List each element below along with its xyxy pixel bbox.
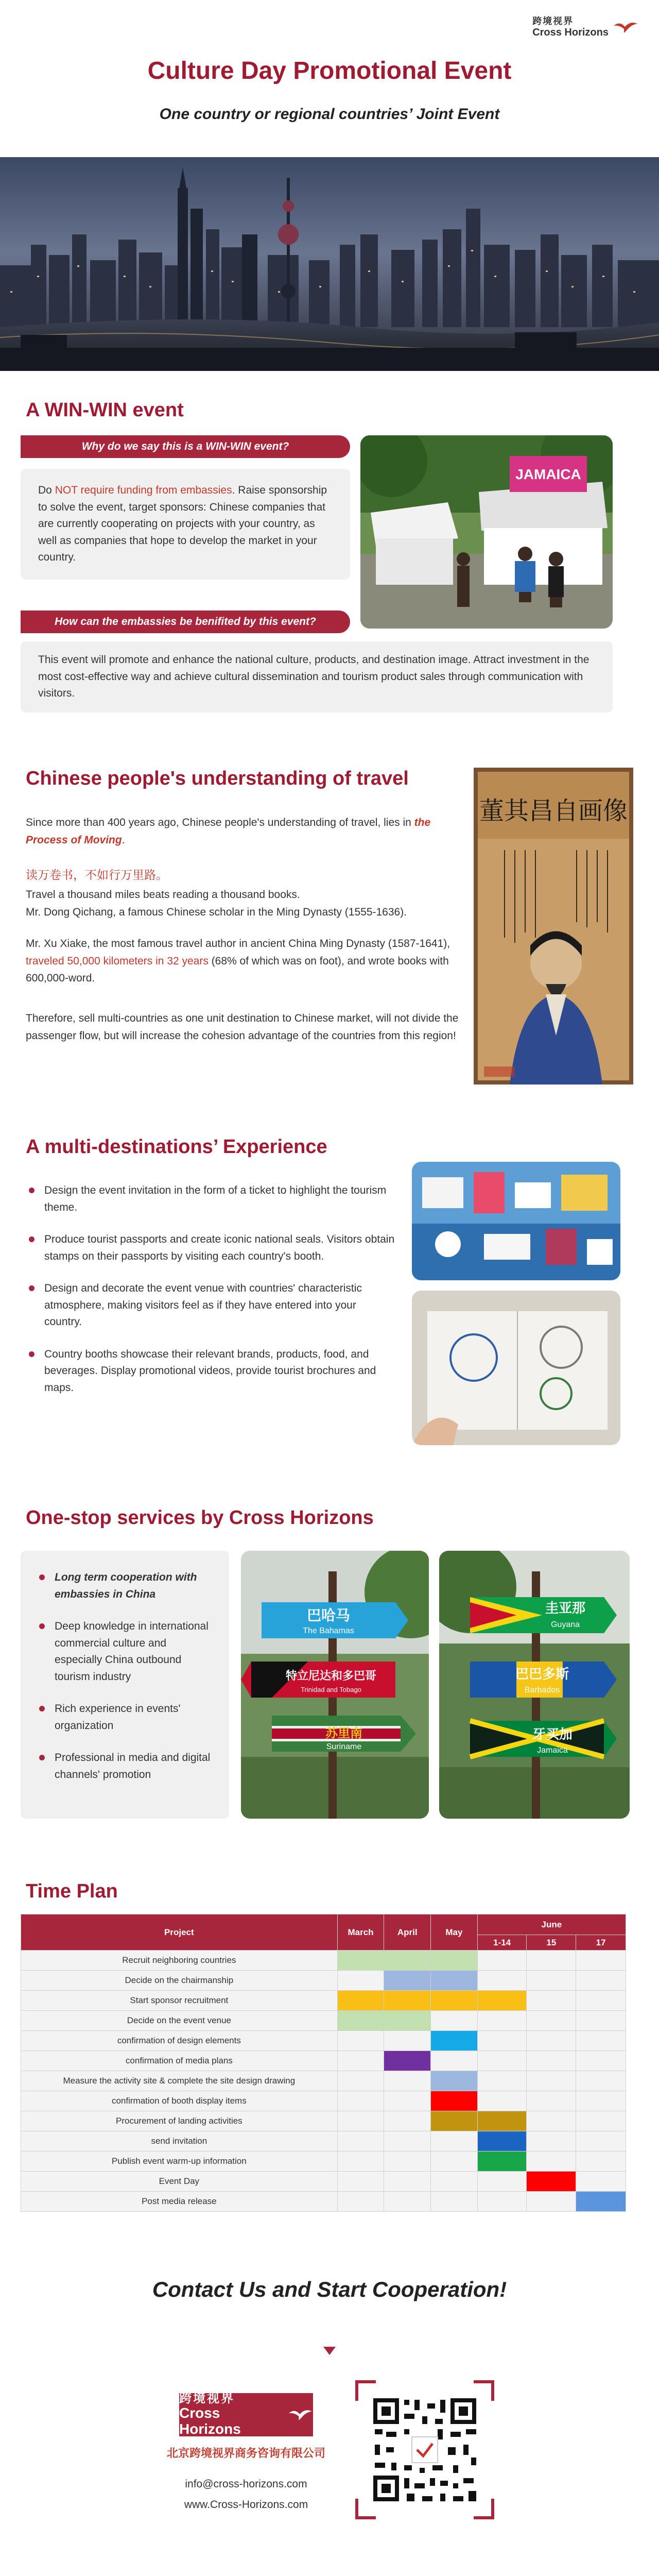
- list-item: Country booths showcase their relevant brands, products, food, and beverages. Display promotional videos, provide tourist brochures and maps.: [26, 1346, 396, 1397]
- brand-cn: 跨境视界: [532, 16, 574, 26]
- schedule-cell: [384, 2051, 431, 2071]
- schedule-cell: [477, 1971, 527, 1991]
- page-title: Culture Day Promotional Event: [147, 57, 512, 84]
- schedule-cell: [477, 2131, 527, 2151]
- schedule-cell: [337, 2071, 384, 2091]
- schedule-cell: [576, 2131, 626, 2151]
- svg-text:巴哈马: 巴哈马: [306, 1607, 351, 1624]
- schedule-cell: [477, 2071, 527, 2091]
- schedule-cell: [384, 2151, 431, 2172]
- quote-attribution: Mr. Dong Qichang, a famous Chinese scholar in the Ming Dynasty (1555-1636).: [26, 906, 407, 918]
- answer-1-pre: Do: [38, 484, 55, 496]
- travel-p2-pre: Mr. Xu Xiake, the most famous travel author in ancient China Ming Dynasty (1587-1641),: [26, 938, 450, 950]
- svg-text:Guyana: Guyana: [550, 1620, 580, 1629]
- section-heading-travel: Chinese people's understanding of travel: [26, 768, 409, 789]
- svg-text:JAMAICA: JAMAICA: [515, 466, 581, 482]
- task-cell: Post media release: [21, 2192, 338, 2212]
- time-plan-table: [21, 1914, 626, 2212]
- schedule-cell: [337, 2151, 384, 2172]
- task-cell: Start sponsor recruitment: [21, 1991, 338, 2011]
- schedule-cell: [527, 2091, 576, 2111]
- signpost-photo-right: [439, 1551, 630, 1819]
- schedule-cell: [431, 2071, 478, 2091]
- english-quote: Travel a thousand miles beats reading a thousand books.: [26, 889, 300, 901]
- schedule-cell: [527, 2011, 576, 2031]
- travel-p2-post: (68% of which was on foot), and wrote books with 600,000-word.: [26, 955, 449, 985]
- brand-en: Cross Horizons: [532, 26, 609, 38]
- bird-icon: [288, 2407, 313, 2422]
- schedule-cell: [477, 2031, 527, 2051]
- list-item: Design and decorate the event venue with countries' characteristic atmosphere, making visitors feel as if they have entered into your country.: [26, 1280, 396, 1331]
- list-item: Rich experience in events' organization: [36, 1701, 215, 1734]
- schedule-cell: [576, 2151, 626, 2172]
- schedule-cell: [431, 2091, 478, 2111]
- schedule-cell: [337, 2051, 384, 2071]
- schedule-cell: [384, 2111, 431, 2131]
- svg-text:The Bahamas: The Bahamas: [303, 1626, 354, 1635]
- svg-text:Suriname: Suriname: [326, 1742, 362, 1751]
- task-cell: confirmation of design elements: [21, 2031, 338, 2051]
- col-june-15: 15: [527, 1935, 576, 1951]
- booth-table-photo: [412, 1162, 620, 1280]
- schedule-cell: [337, 1991, 384, 2011]
- col-may: May: [431, 1914, 478, 1951]
- col-june-17: 17: [576, 1935, 626, 1951]
- travel-p2-highlight: traveled 50,000 kilometers in 32 years: [26, 955, 209, 967]
- schedule-cell: [337, 2011, 384, 2031]
- down-arrow-icon: [323, 2347, 336, 2355]
- table-row: [21, 2192, 626, 2212]
- multi-destination-list: [26, 1182, 396, 1412]
- schedule-cell: [431, 1991, 478, 2011]
- answer-box-2: This event will promote and enhance the national culture, products, and destination image. Attract investment in the most cost-effective way and achieve cultural dissemination and tourism product sales through communication with visitors.: [21, 641, 613, 713]
- question-ribbon-1: Why do we say this is a WIN-WIN event?: [21, 435, 350, 458]
- table-row: [21, 1951, 626, 1971]
- table-row: [21, 2031, 626, 2051]
- table-row: [21, 2151, 626, 2172]
- schedule-cell: [477, 2011, 527, 2031]
- schedule-cell: [431, 1971, 478, 1991]
- answer-1-post: . Raise sponsorship to solve the event, target sponsors: Chinese companies that are currently cooperating on projects with your country, as well as companies that hope to develop the market in your country.: [38, 484, 327, 564]
- page-subtitle: One country or regional countries’ Joint Event: [159, 106, 500, 123]
- schedule-cell: [431, 2151, 478, 2172]
- schedule-cell: [337, 2111, 384, 2131]
- schedule-cell: [384, 2091, 431, 2111]
- schedule-cell: [431, 2111, 478, 2131]
- schedule-cell: [477, 2151, 527, 2172]
- answer-1-highlight: NOT require funding from embassies: [55, 484, 232, 496]
- schedule-cell: [576, 1951, 626, 1971]
- task-cell: Publish event warm-up information: [21, 2151, 338, 2172]
- table-row: [21, 2111, 626, 2131]
- svg-text:Trinidad and Tobago: Trinidad and Tobago: [301, 1686, 361, 1693]
- schedule-cell: [576, 2192, 626, 2212]
- schedule-cell: [527, 1991, 576, 2011]
- svg-text:Jamaica: Jamaica: [537, 1746, 568, 1755]
- company-name-cn: 北京跨境视界商务咨询有限公司: [166, 2447, 325, 2460]
- schedule-cell: [527, 2131, 576, 2151]
- table-row: [21, 2051, 626, 2071]
- schedule-cell: [527, 2172, 576, 2192]
- svg-text:特立尼达和多巴哥: 特立尼达和多巴哥: [285, 1670, 377, 1683]
- svg-text:巴巴多斯: 巴巴多斯: [515, 1667, 569, 1682]
- task-cell: send invitation: [21, 2131, 338, 2151]
- contact-heading: Contact Us and Start Cooperation!: [152, 2277, 507, 2301]
- schedule-cell: [576, 2051, 626, 2071]
- travel-p1-post: .: [122, 834, 125, 846]
- schedule-cell: [477, 1951, 527, 1971]
- schedule-cell: [337, 2172, 384, 2192]
- list-item: Professional in media and digital channels' promotion: [36, 1750, 215, 1783]
- schedule-cell: [576, 1971, 626, 1991]
- schedule-cell: [431, 2192, 478, 2212]
- schedule-cell: [527, 2071, 576, 2091]
- contact-website[interactable]: www.Cross-Horizons.com: [184, 2499, 308, 2511]
- schedule-cell: [384, 2131, 431, 2151]
- table-row: [21, 2172, 626, 2192]
- table-row: [21, 1991, 626, 2011]
- col-june-1-14: 1-14: [477, 1935, 527, 1951]
- table-row: [21, 2011, 626, 2031]
- schedule-cell: [431, 1951, 478, 1971]
- schedule-cell: [337, 2131, 384, 2151]
- task-cell: Event Day: [21, 2172, 338, 2192]
- schedule-cell: [384, 1951, 431, 1971]
- qr-code: [355, 2380, 494, 2519]
- svg-text:Barbados: Barbados: [524, 1686, 560, 1694]
- schedule-cell: [576, 2111, 626, 2131]
- schedule-cell: [576, 2091, 626, 2111]
- schedule-cell: [527, 2192, 576, 2212]
- table-row: [21, 2071, 626, 2091]
- contact-email[interactable]: info@cross-horizons.com: [185, 2478, 307, 2490]
- task-cell: Measure the activity site & complete the site design drawing: [21, 2071, 338, 2091]
- schedule-cell: [337, 2031, 384, 2051]
- schedule-cell: [576, 2172, 626, 2192]
- onestop-list: [36, 1569, 215, 1783]
- schedule-cell: [384, 2192, 431, 2212]
- schedule-cell: [477, 2091, 527, 2111]
- schedule-cell: [384, 1971, 431, 1991]
- col-march: March: [337, 1914, 384, 1951]
- schedule-cell: [337, 1951, 384, 1971]
- svg-text:苏里南: 苏里南: [325, 1726, 362, 1740]
- schedule-cell: [384, 2172, 431, 2192]
- travel-p1-emphasis: the Process of Moving: [26, 817, 431, 846]
- list-item: Design the event invitation in the form of a ticket to highlight the tourism theme.: [26, 1182, 396, 1216]
- schedule-cell: [384, 2071, 431, 2091]
- task-cell: Recruit neighboring countries: [21, 1951, 338, 1971]
- schedule-cell: [384, 1991, 431, 2011]
- section-heading-win-win: A WIN-WIN event: [26, 399, 184, 421]
- table-row: [21, 2131, 626, 2151]
- schedule-cell: [431, 2031, 478, 2051]
- jamaica-booth-photo: [360, 435, 613, 629]
- col-june: June: [477, 1914, 626, 1935]
- schedule-cell: [477, 2192, 527, 2212]
- schedule-cell: [527, 2031, 576, 2051]
- section-heading-multi: A multi-destinations’ Experience: [26, 1136, 327, 1158]
- contact-logo: [179, 2393, 313, 2436]
- svg-text:圭亚那: 圭亚那: [545, 1601, 586, 1616]
- section-heading-timeplan: Time Plan: [26, 1880, 118, 1902]
- task-cell: confirmation of media plans: [21, 2051, 338, 2071]
- time-plan-body: [21, 1951, 626, 2212]
- schedule-cell: [527, 2151, 576, 2172]
- list-item: Deep knowledge in international commercial culture and especially China outbound tourism industry: [36, 1618, 215, 1685]
- table-row: [21, 2091, 626, 2111]
- schedule-cell: [576, 2071, 626, 2091]
- task-cell: confirmation of booth display items: [21, 2091, 338, 2111]
- schedule-cell: [431, 2172, 478, 2192]
- schedule-cell: [527, 1971, 576, 1991]
- schedule-cell: [576, 1991, 626, 2011]
- travel-paragraph-3: Therefore, sell multi-countries as one unit destination to Chinese market, will not divide the passenger flow, but will increase the cohesion advantage of the countries from this region!: [26, 1012, 459, 1042]
- schedule-cell: [527, 2111, 576, 2131]
- onestop-list-box: [21, 1551, 229, 1819]
- task-cell: Decide on the chairmanship: [21, 1971, 338, 1991]
- schedule-cell: [527, 1951, 576, 1971]
- svg-text:牙买加: 牙买加: [532, 1727, 573, 1742]
- list-item: Produce tourist passports and create iconic national seals. Visitors obtain stamps on their passports by visiting each country's booth.: [26, 1231, 396, 1265]
- contact-logo-cn: 跨境视界: [179, 2392, 235, 2406]
- schedule-cell: [527, 2051, 576, 2071]
- travel-paragraph-1: [26, 814, 469, 849]
- section-heading-onestop: One-stop services by Cross Horizons: [26, 1507, 374, 1529]
- schedule-cell: [576, 2031, 626, 2051]
- schedule-cell: [384, 2011, 431, 2031]
- answer-box-1: [21, 469, 350, 580]
- brand-logo: [532, 16, 638, 38]
- travel-p1-pre: Since more than 400 years ago, Chinese people's understanding of travel, lies in: [26, 817, 414, 828]
- hero-skyline-image: [0, 157, 659, 371]
- schedule-cell: [337, 2091, 384, 2111]
- contact-logo-en: Cross Horizons: [179, 2405, 241, 2437]
- passport-photo: [412, 1291, 620, 1445]
- chinese-quote: 读万卷书，不如行万里路。: [26, 869, 168, 882]
- schedule-cell: [477, 1991, 527, 2011]
- schedule-cell: [431, 2011, 478, 2031]
- schedule-cell: [431, 2051, 478, 2071]
- list-item: Long term cooperation with embassies in China: [36, 1569, 215, 1603]
- col-project: Project: [21, 1914, 338, 1951]
- schedule-cell: [477, 2172, 527, 2192]
- schedule-cell: [337, 2192, 384, 2212]
- signpost-photo-left: [241, 1551, 429, 1819]
- task-cell: Decide on the event venue: [21, 2011, 338, 2031]
- schedule-cell: [477, 2051, 527, 2071]
- travel-paragraph-2: [26, 935, 469, 987]
- task-cell: Procurement of landing activities: [21, 2111, 338, 2131]
- schedule-cell: [384, 2031, 431, 2051]
- schedule-cell: [576, 2011, 626, 2031]
- schedule-cell: [431, 2131, 478, 2151]
- question-ribbon-2: How can the embassies be benifited by this event?: [21, 611, 350, 633]
- ming-portrait-scroll: [474, 768, 633, 1084]
- bird-icon: [613, 20, 638, 35]
- svg-text:董其昌自画像: 董其昌自画像: [479, 796, 628, 825]
- schedule-cell: [477, 2111, 527, 2131]
- schedule-cell: [337, 1971, 384, 1991]
- col-april: April: [384, 1914, 431, 1951]
- table-row: [21, 1971, 626, 1991]
